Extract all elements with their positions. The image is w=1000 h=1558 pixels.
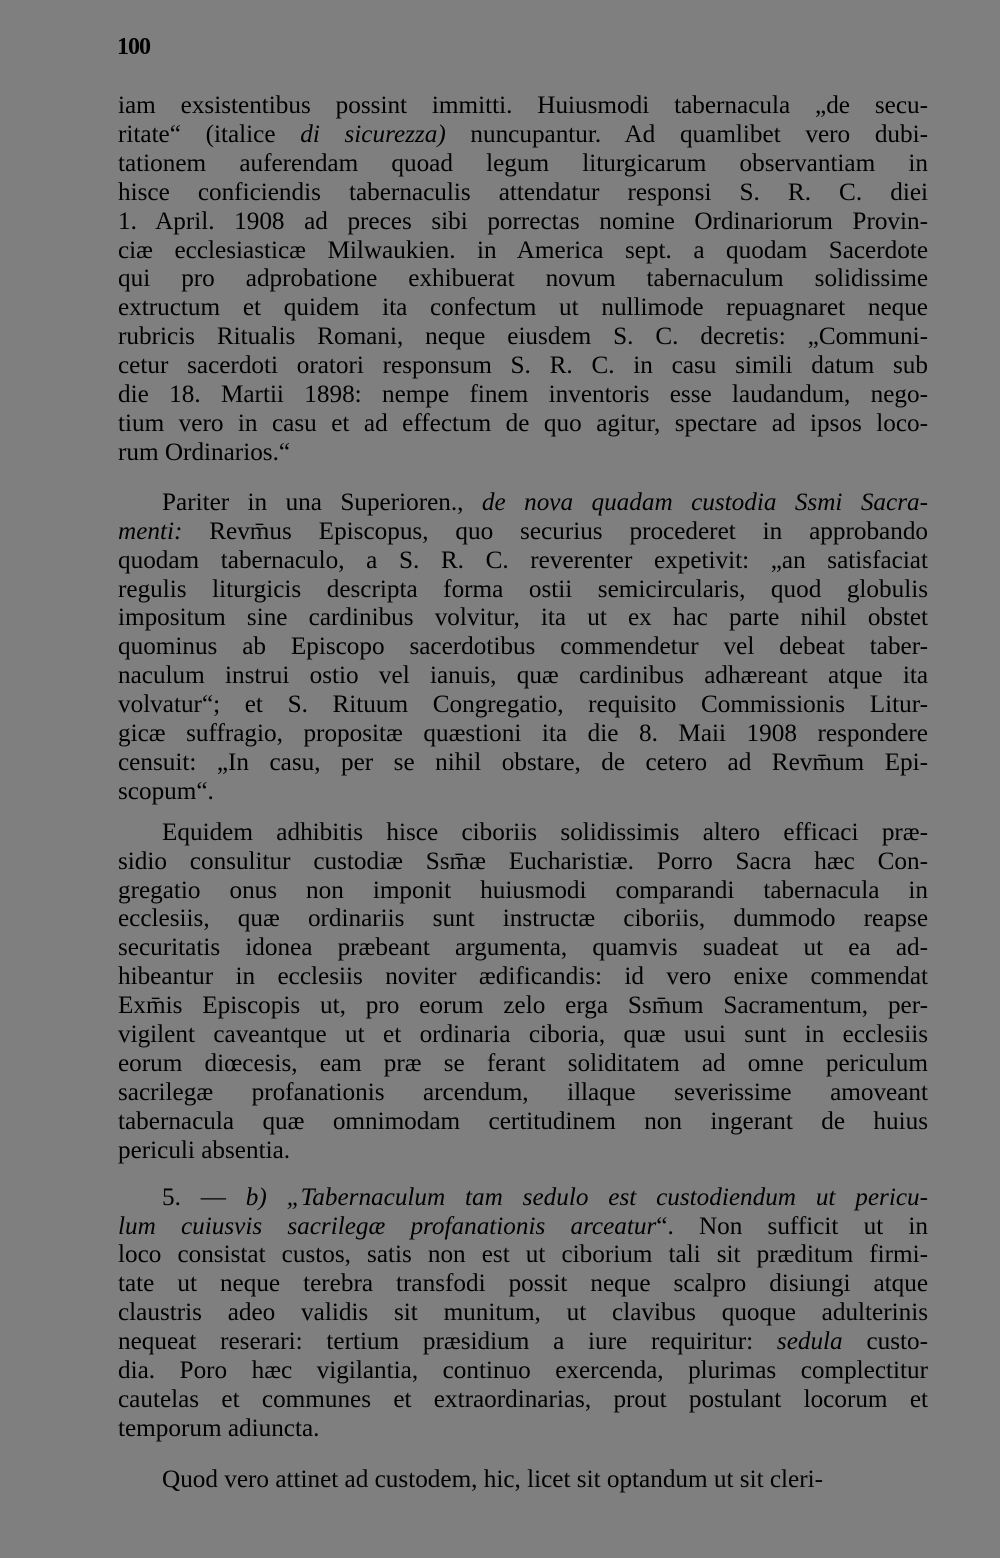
text-line: volvatur“; et S. Rituum Congregatio, requisito Commissionis Litur- [118, 691, 928, 719]
text-line: ciæ ecclesiasticæ Milwaukien. in America sept. a quodam Sacerdote [118, 236, 928, 264]
text-line: tium vero in casu et ad effectum de quo agitur, spectare ad ipsos loco- [118, 409, 928, 437]
text-line: die 18. Martii 1898: nempe finem inventoris esse laudandum, nego- [118, 381, 928, 409]
text-line: Equidem adhibitis hisce ciboriis solidissimis altero efficaci præ- [162, 818, 928, 846]
text-line: 1. April. 1908 ad preces sibi porrectas nomine Ordinariorum Provin- [118, 207, 928, 235]
paragraph [118, 489, 928, 807]
italic-text: de nova quadam custodia Ssmi Sacra- [481, 488, 928, 516]
text-line: ritate“ (italice di sicurezza) nuncupantur. Ad quamlibet vero dubi- [118, 120, 928, 148]
text-line: impositum sine cardinibus volvitur, ita ut ex hac parte nihil obstet [118, 604, 928, 632]
text-line: iam exsistentibus possint immitti. Huiusmodi tabernacula „de secu- [118, 92, 928, 119]
text-line: eorum diœcesis, eam præ se ferant soliditatem ad omne periculum [118, 1050, 928, 1077]
text-line: periculi absentia. [118, 1136, 291, 1164]
text-line: scopum“. [118, 777, 214, 805]
italic-text: b) „Tabernaculum tam sedulo est custodiendum ut pericu- [245, 1183, 928, 1211]
text-line: gregatio onus non imponit huiusmodi comparandi tabernacula in [118, 876, 928, 904]
text-line: ecclesiis, quæ ordinariis sunt instructæ ciboriis, dummodo reapse [118, 905, 928, 933]
page-body [118, 92, 928, 1495]
text-line: lum cuiusvis sacrilegæ profanationis arceatur“. Non sufficit ut in [118, 1212, 928, 1240]
text-line: sacrilegæ profanationis arcendum, illaque severissime amoveant [118, 1078, 928, 1106]
text-line: tationem auferendam quoad legum liturgicarum observantiam in [118, 149, 928, 177]
text-line: quodam tabernaculo, a S. R. C. reverenter expetivit: „an satisfaciat [118, 546, 928, 574]
text-line: rubricis Ritualis Romani, neque eiusdem S. C. decretis: „Communi- [118, 323, 929, 351]
text-line: vigilent caveantque ut et ordinaria ciboria, quæ usui sunt in ecclesiis [118, 1021, 928, 1049]
text-line: Pariter in una Superioren., de nova quadam custodia Ssmi Sacra- [162, 488, 928, 516]
text-line: menti: Revm̄us Episcopus, quo securius procederet in approbando [118, 517, 929, 545]
text-line: censuit: „In casu, per se nihil obstare, de cetero ad Revm̄um Epi- [118, 748, 928, 776]
paragraph [118, 1184, 928, 1444]
paragraph [118, 92, 928, 468]
page-number: 100 [117, 34, 150, 60]
italic-text: sedula [776, 1328, 843, 1356]
text-line: tabernacula quæ omnimodam certitudinem non ingerant de huius [118, 1107, 928, 1135]
text-line: nequeat reserari: tertium præsidium a iure requiritur: sedula custo- [118, 1328, 928, 1356]
text-line: rum Ordinarios.“ [118, 438, 291, 466]
text-line: gicæ suffragio, propositæ quæstioni ita die 8. Maii 1908 respondere [118, 720, 928, 748]
text-line: hibeantur in ecclesiis noviter ædificandis: id vero enixe commendat [118, 963, 928, 991]
text-line: tate ut neque terebra transfodi possit neque scalpro disiungi atque [118, 1270, 928, 1298]
text-line: quominus ab Episcopo sacerdotibus commendetur vel debeat taber- [118, 633, 928, 661]
text-line: qui pro adprobatione exhibuerat novum tabernaculum solidissime [118, 265, 928, 293]
text-line: naculum instrui ostio vel ianuis, quæ cardinibus adhæreant atque ita [118, 662, 928, 690]
text-line: temporum adiuncta. [118, 1414, 320, 1442]
text-line: cautelas et communes et extraordinarias, prout postulant locorum et [118, 1385, 928, 1413]
text-line: hisce conficiendis tabernaculis attendatur responsi S. R. C. diei [118, 178, 928, 206]
text-line: extructum et quidem ita confectum ut nullimode repuagnaret neque [118, 294, 928, 322]
paragraph [118, 819, 928, 1166]
italic-text: lum cuiusvis sacrilegæ profanationis arceatur [118, 1212, 657, 1240]
text-line: dia. Poro hæc vigilantia, continuo exercenda, plurimas complectitur [118, 1357, 928, 1385]
italic-text: di sicurezza) [300, 120, 446, 148]
text-line: sidio consulitur custodiæ Ssm̄æ Eucharistiæ. Porro Sacra hæc Con- [118, 847, 928, 875]
text-line: cetur sacerdoti oratori responsum S. R. C. in casu simili datum sub [118, 352, 928, 380]
text-line: securitatis idonea præbeant argumenta, quamvis suadeat ut ea ad- [118, 934, 928, 962]
text-line: Quod vero attinet ad custodem, hic, licet sit optandum ut sit cleri- [162, 1465, 824, 1493]
text-line: loco consistat custos, satis non est ut ciborium tali sit præditum firmi- [118, 1241, 928, 1269]
text-line: Exm̄is Episcopis ut, pro eorum zelo erga Ssm̄um Sacramentum, per- [118, 992, 928, 1020]
text-line: regulis liturgicis descripta forma ostii semicircularis, quod globulis [118, 575, 928, 603]
paragraph [118, 1466, 928, 1495]
text-line: 5. — b) „Tabernaculum tam sedulo est custodiendum ut pericu- [162, 1183, 928, 1211]
italic-text: menti: [118, 517, 183, 545]
text-line: claustris adeo validis sit munitum, ut clavibus quoque adulterinis [118, 1299, 928, 1327]
